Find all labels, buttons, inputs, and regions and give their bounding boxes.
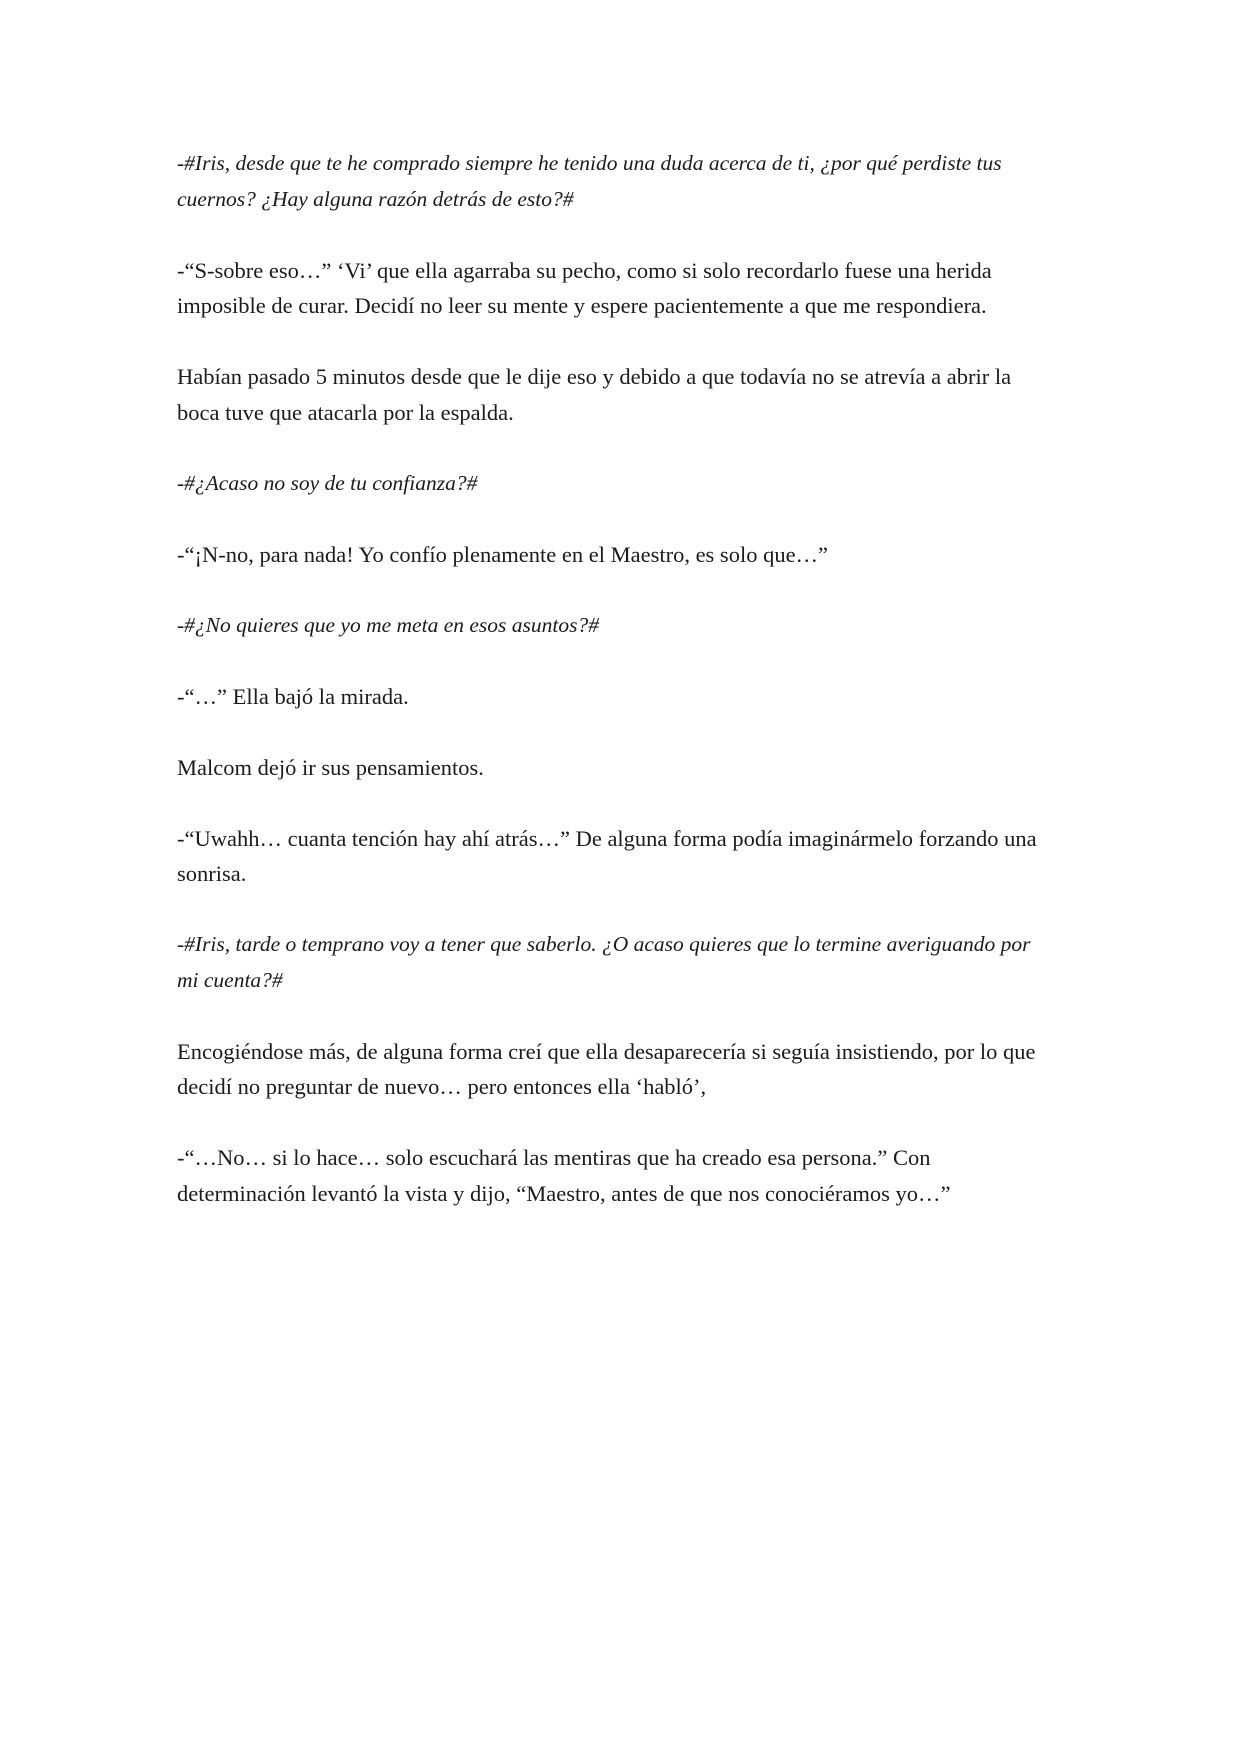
paragraph-thought: -#Iris, tarde o temprano voy a tener que saberlo. ¿O acaso quieres que lo termine averiguando por mi cuenta?# xyxy=(177,932,1031,992)
paragraph-dialogue: -“¡N-no, para nada! Yo confío plenamente en el Maestro, es solo que…” xyxy=(177,541,829,567)
paragraph-dialogue: -“…No… si lo hace… solo escuchará las mentiras que ha creado esa persona.” Con determinación levantó la vista y dijo, “Maestro, antes de que nos conociéramos yo…” xyxy=(177,1145,951,1206)
paragraph-narration: Habían pasado 5 minutos desde que le dije eso y debido a que todavía no se atrevía a abrir la boca tuve que atacarla por la espalda. xyxy=(177,364,1012,425)
paragraph-dialogue: -“Uwahh… cuanta tención hay ahí atrás…” De alguna forma podía imaginármelo forzando una sonrisa. xyxy=(177,825,1037,886)
paragraph-thought: -#¿No quieres que yo me meta en esos asuntos?# xyxy=(177,612,599,637)
paragraph-thought: -#¿Acaso no soy de tu confianza?# xyxy=(177,470,478,495)
paragraph-thought: -#Iris, desde que te he comprado siempre he tenido una duda acerca de ti, ¿por qué perdiste tus cuernos? ¿Hay alguna razón detrás de esto?# xyxy=(177,151,1002,211)
paragraph-dialogue: -“S-sobre eso…” ‘Vi’ que ella agarraba su pecho, como si solo recordarlo fuese una herida imposible de curar. Decidí no leer su mente y espere pacientemente a que me respondiera. xyxy=(177,257,992,318)
paragraph-dialogue: -“…” Ella bajó la mirada. xyxy=(177,683,409,709)
body-text xyxy=(177,146,1057,1247)
paragraph-narration: Encogiéndose más, de alguna forma creí que ella desaparecería si seguía insistiendo, por lo que decidí no preguntar de nuevo… pero entonces ella ‘habló’, xyxy=(177,1038,1036,1099)
paragraph-narration: Malcom dejó ir sus pensamientos. xyxy=(177,754,484,780)
